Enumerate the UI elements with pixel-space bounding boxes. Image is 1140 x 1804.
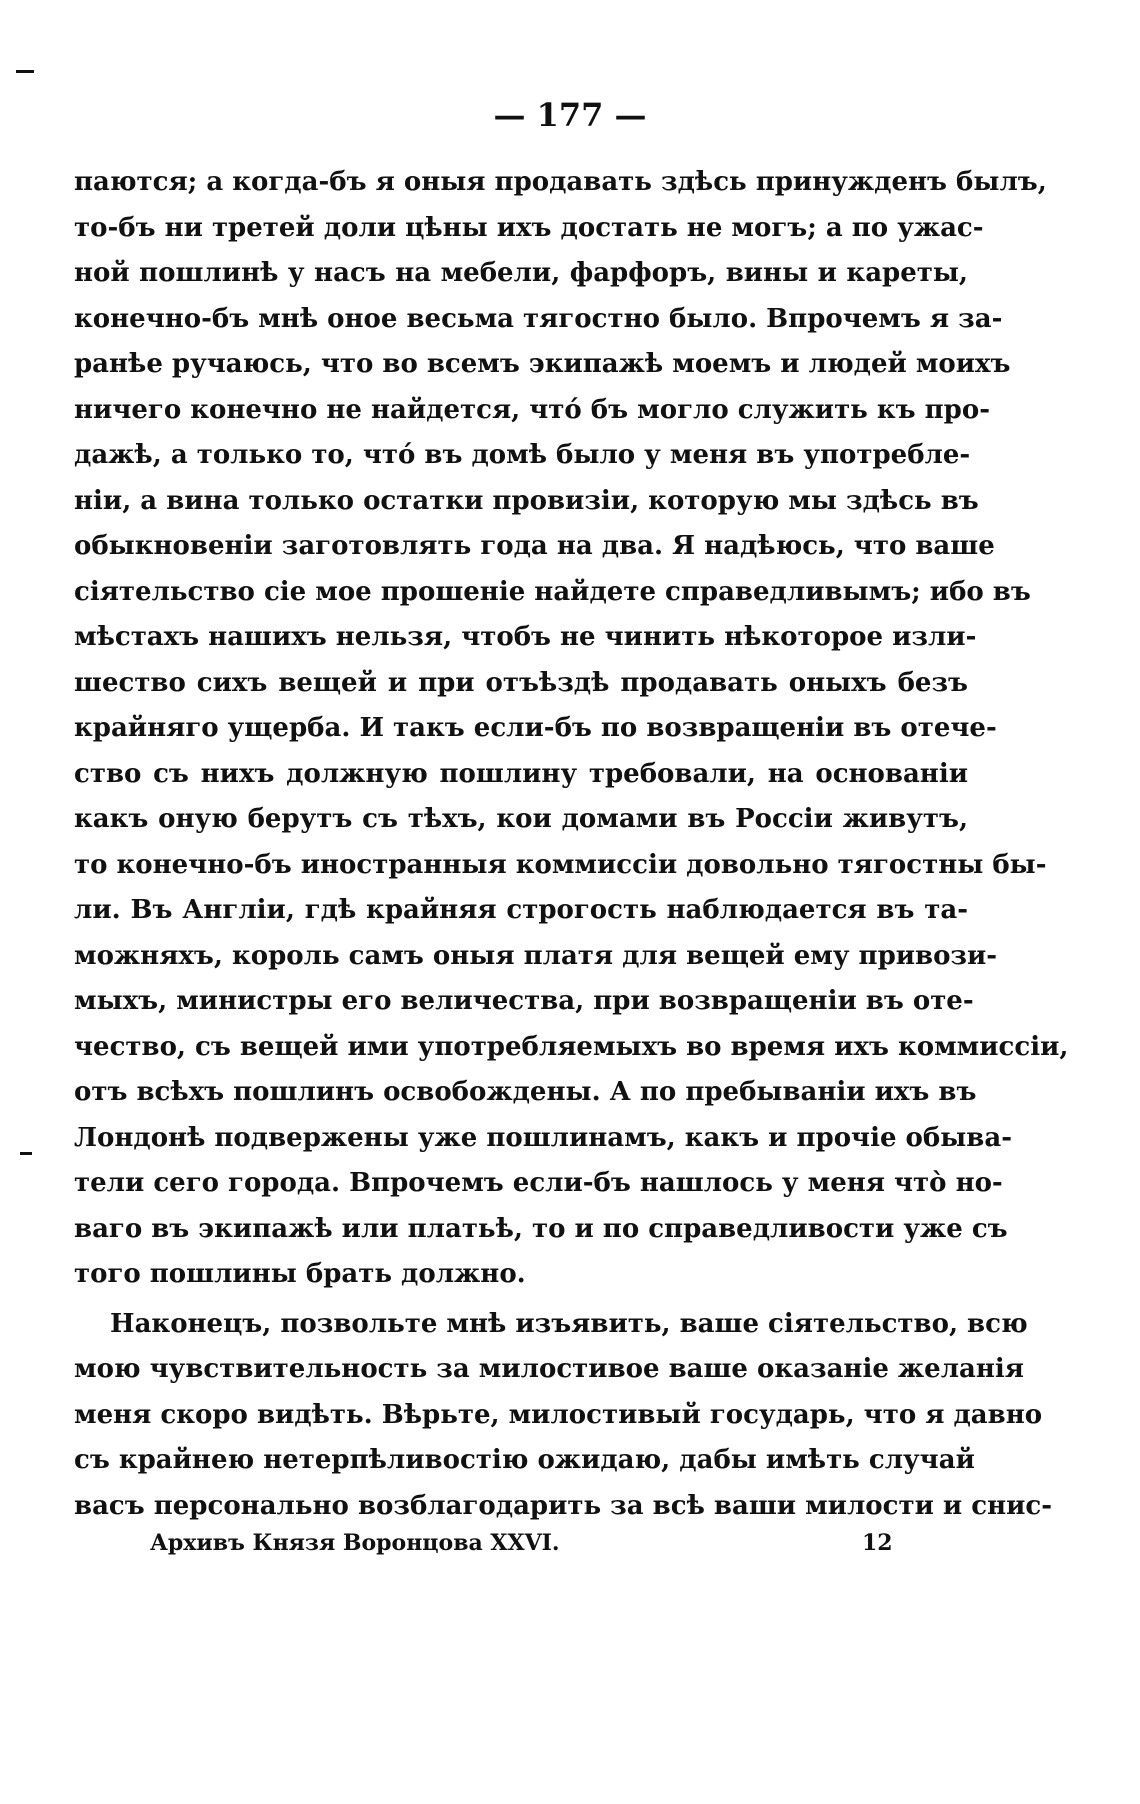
text-line: то конечно-бъ иностранныя коммиссiи довольно тягостны бы- <box>74 849 1047 880</box>
text-line: съ крайнею нетерпѣливостiю ожидаю, дабы имѣть случай <box>74 1445 975 1475</box>
text-line: сiятельство сiе мое прошенiе найдете справедливымъ; ибо въ <box>74 576 1031 607</box>
text-line: шество сихъ вещей и при отъѣздѣ продавать оныхъ безъ <box>74 667 968 698</box>
text-line: паются; а когда-бъ я оныя продавать здѣсь принужденъ былъ, <box>74 167 1047 197</box>
text-line: конечно-бъ мнѣ оное весьма тягостно было. Впрочемъ я за- <box>74 303 1003 334</box>
text-line: меня скоро видѣть. Вѣрьте, милостивый государь, что я давно <box>74 1399 1043 1430</box>
text-line: крайняго ущерба. И такъ если-бъ по возвращенiи въ отече- <box>74 713 997 743</box>
text-line: какъ оную берутъ съ тѣхъ, кои домами въ Россiи живутъ, <box>74 804 968 834</box>
page-number: — 177 — <box>493 96 647 134</box>
text-line: обыкновенiи заготовлять года на два. Я надѣюсь, что ваше <box>74 531 995 561</box>
paragraph-first-line: Наконецъ, позвольте мнѣ изъявить, ваше сiятельство, всю <box>110 1308 1028 1339</box>
text-line: тели сего города. Впрочемъ если-бъ нашлось у меня что̀ но- <box>74 1168 1003 1198</box>
body-text <box>74 160 1069 1529</box>
text-line: ваго въ экипажѣ или платьѣ, то и по справедливости уже съ <box>74 1213 1008 1244</box>
text-line: васъ персонально возблагодарить за всѣ ваши милости и снис- <box>74 1490 1053 1521</box>
text-line: ничего конечно не найдется, что́ бъ могло служить къ про- <box>74 394 990 425</box>
text-line: мѣстахъ нашихъ нельзя, чтобъ не чинить нѣкоторое изли- <box>74 622 977 652</box>
text-line: отъ всѣхъ пошлинъ освобождены. А по пребыванiи ихъ въ <box>74 1077 977 1107</box>
text-line: ли. Въ Англiи, гдѣ крайняя строгость наблюдается въ та- <box>74 895 968 925</box>
text-line: дажѣ, а только то, что́ въ домѣ было у меня въ употребле- <box>74 440 971 470</box>
footer-title: Архивъ Князя Воронцова XXVI. <box>150 1530 560 1556</box>
signature-mark: 12 <box>862 1530 893 1556</box>
margin-mark-top <box>16 70 34 73</box>
margin-mark-left <box>20 1152 32 1155</box>
text-line: Лондонѣ подвержены уже пошлинамъ, какъ и прочiе обыва- <box>74 1122 1012 1153</box>
text-line: можняхъ, король самъ оныя платя для вещей ему привози- <box>74 940 998 971</box>
text-line: то-бъ ни третей доли цѣны ихъ достать не могъ; а по ужас- <box>74 212 984 243</box>
text-line: нiи, а вина только остатки провизiи, которую мы здѣсь въ <box>74 485 979 516</box>
text-line: мыхъ, министры его величества, при возвращенiи въ оте- <box>74 986 974 1016</box>
text-line: ство съ нихъ должную пошлину требовали, на основанiи <box>74 758 968 789</box>
text-line: ранѣе ручаюсь, что во всемъ экипажѣ моемъ и людей моихъ <box>74 349 1011 379</box>
text-line: мою чувствительность за милостивое ваше оказанiе желанiя <box>74 1354 1025 1384</box>
text-line: ной пошлинѣ у насъ на мебели, фарфоръ, вины и кареты, <box>74 258 968 288</box>
text-line: чество, съ вещей ими употребляемыхъ во время ихъ коммиссiи, <box>74 1031 1069 1062</box>
text-line: того пошлины брать должно. <box>74 1259 526 1289</box>
